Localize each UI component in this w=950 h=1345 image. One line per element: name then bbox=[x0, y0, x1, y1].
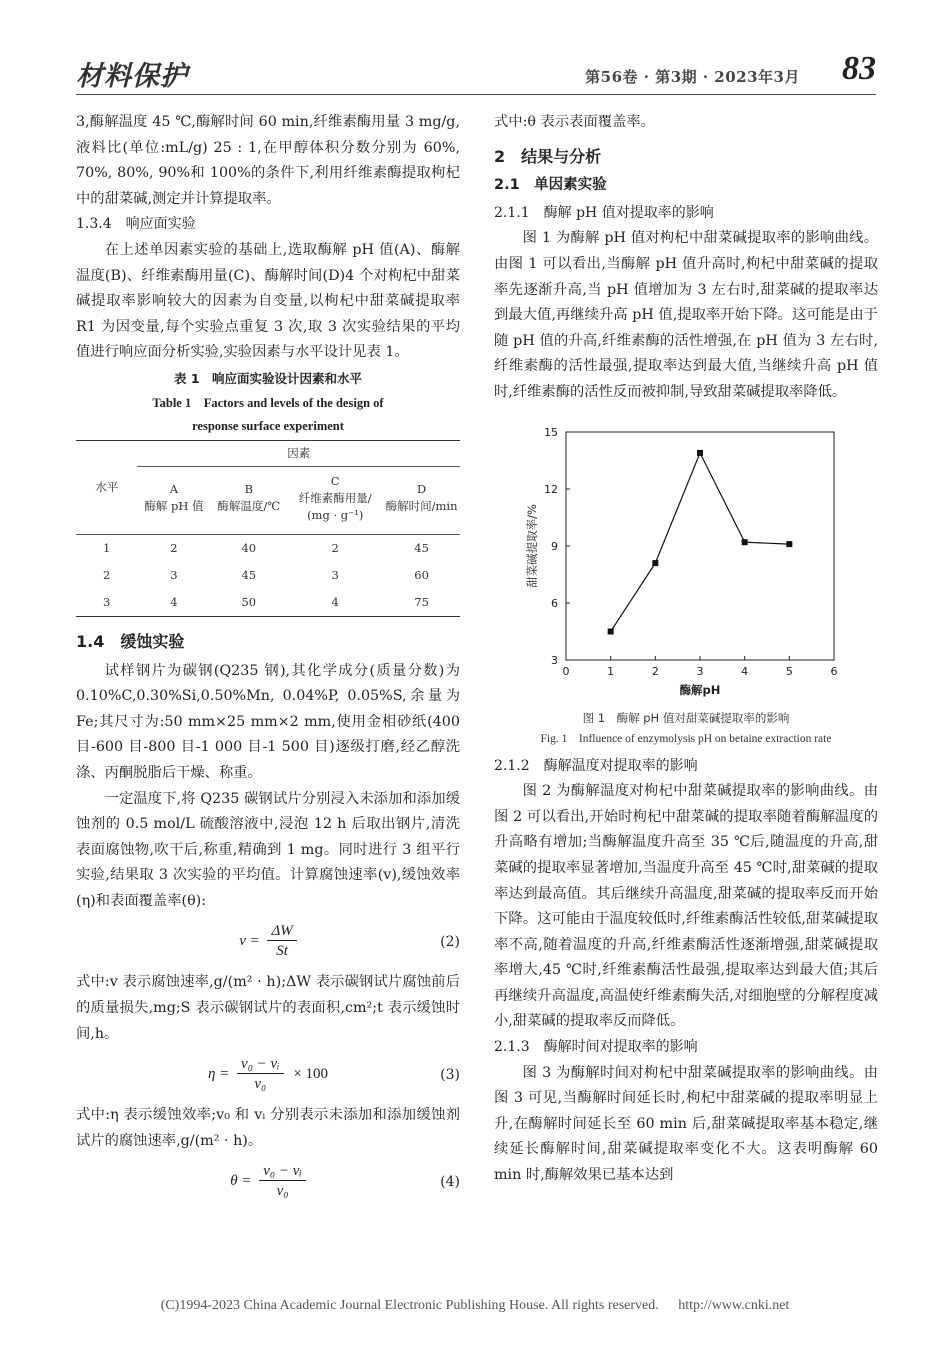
ph-chart bbox=[494, 408, 878, 708]
x-tick-label: 1 bbox=[607, 664, 615, 678]
y-axis-label: 甜菜碱提取率/% bbox=[525, 503, 539, 588]
table-title-en-2: response surface experiment bbox=[192, 418, 344, 433]
page-header bbox=[76, 52, 876, 96]
intro-paragraph: 3,酶解温度 45 ℃,酶解时间 60 min,纤维素酶用量 3 mg/g,液料比(单位:mL/g) 25 : 1,在甲醇体积分数分别为 60%, 70%, 80%, 90%和 100%的条件下,利用纤维素酶提取枸杞中的甜菜碱,测定并计算提取率。 bbox=[76, 114, 460, 207]
heading-1-3-4: 1.3.4 响应面实验 bbox=[76, 216, 196, 233]
data-point bbox=[742, 539, 748, 545]
x-tick-label: 6 bbox=[830, 664, 838, 678]
cell-c: 4 bbox=[287, 589, 383, 617]
y-tick-label: 9 bbox=[551, 539, 558, 553]
x-tick-label: 2 bbox=[651, 664, 659, 678]
figure-1 bbox=[494, 408, 878, 708]
equation-4 bbox=[76, 1158, 460, 1206]
steel-paragraph: 试样钢片为碳钢(Q235 钢),其化学成分(质量分数)为 0.10%C,0.30%Si,0.50%Mn, 0.04%P, 0.05%S,余量为 Fe;其尺寸为:50 mm×25 mm×2 mm,使用金相砂纸(400 目-600 目-800 目-1 000 目-1 500 目)逐级打磨,经乙醇洗涤、丙酮脱脂后干燥、称重。 bbox=[76, 662, 460, 781]
cell-level: 2 bbox=[103, 567, 111, 582]
eq3-numerator: v₀ − vᵢ bbox=[237, 1055, 284, 1074]
eq2-denominator: St bbox=[276, 943, 288, 960]
series-line bbox=[611, 452, 790, 631]
header-rule bbox=[76, 94, 876, 95]
right-column bbox=[494, 110, 878, 1189]
cell-level: 3 bbox=[76, 589, 137, 617]
equation-3 bbox=[76, 1051, 460, 1099]
column-b-name: 酶解温度/℃ bbox=[217, 499, 281, 514]
ph-paragraph: 图 1 为酶解 pH 值对枸杞中甜菜碱提取率的影响曲线。由图 1 可以看出,当酶解 pH 值升高时,枸杞中甜菜碱的提取率先逐渐升高,当 pH 值增加为 3 左右时,甜菜碱的提取率达到最大值,再继续升高 pH 值,提取率开始下降。这可能是由于随 pH 值的升高,纤维素酶的活性增强,在 pH 值为 3 左右时,纤维素酶的活性最强,提取率达到最大值,当继续升高 pH 值时,纤维素酶的活性反而被抑制,导致甜菜碱提取率降低。 bbox=[494, 230, 878, 400]
eq3-label: (3) bbox=[440, 1067, 460, 1084]
eq3-explanation: 式中:η 表示缓蚀效率;v₀ 和 vᵢ 分别表示未添加和添加缓蚀剂试片的腐蚀速率,g/(m² · h)。 bbox=[76, 1107, 460, 1149]
cell-b: 45 bbox=[241, 567, 257, 582]
eq4-numerator: v₀ − vᵢ bbox=[259, 1162, 306, 1181]
y-tick-label: 6 bbox=[551, 596, 558, 610]
eq2-lhs: v = bbox=[239, 933, 260, 950]
eq3-tail: × 100 bbox=[293, 1065, 329, 1082]
method-paragraph: 一定温度下,将 Q235 碳钢试片分别浸入未添加和添加缓蚀剂的 0.5 mol/L 硫酸溶液中,浸泡 12 h 后取出钢片,清洗表面腐蚀物,吹干后,称重,精确到 1 mg。同时进行 3 组平行实验,结果取 3 次实验的平均值。计算腐蚀速率(v),缓蚀效率(η)和表面覆盖率(θ): bbox=[76, 790, 460, 909]
heading-1-4: 1.4 缓蚀实验 bbox=[76, 631, 185, 651]
column-b bbox=[210, 466, 287, 534]
heading-2-1-2: 2.1.2 酶解温度对提取率的影响 bbox=[494, 757, 698, 774]
theta-explanation: 式中:θ 表示表面覆盖率。 bbox=[494, 114, 655, 130]
x-tick-label: 4 bbox=[741, 664, 749, 678]
eq4-label: (4) bbox=[440, 1174, 460, 1191]
eq3-denominator: v₀ bbox=[254, 1076, 267, 1093]
table-row bbox=[76, 562, 460, 589]
figure-1-caption-en: Fig. 1 Influence of enzymolysis pH on betaine extraction rate bbox=[540, 732, 832, 745]
eq4-lhs: θ = bbox=[230, 1173, 252, 1190]
eq3-lhs: η = bbox=[207, 1065, 230, 1082]
table-header-row bbox=[76, 440, 460, 466]
y-tick-label: 15 bbox=[544, 425, 558, 439]
heading-2-1-1: 2.1.1 酶解 pH 值对提取率的影响 bbox=[494, 204, 714, 221]
eq4-denominator: v₀ bbox=[276, 1183, 289, 1200]
cell-b: 50 bbox=[210, 589, 287, 617]
table-title-cn: 表 1 响应面实验设计因素和水平 bbox=[173, 370, 363, 386]
column-c bbox=[287, 466, 383, 534]
cell-c: 2 bbox=[331, 540, 339, 555]
column-a bbox=[137, 466, 210, 534]
table-title-en-1: Table 1 Factors and levels of the design of bbox=[152, 395, 384, 410]
rsm-paragraph: 在上述单因素实验的基础上,选取酶解 pH 值(A)、酶解温度(B)、纤维素酶用量(C)、酶解时间(D)4 个对枸杞中甜菜碱提取率影响较大的因素为自变量,以枸杞中甜菜碱提取率 R1 为因变量,每个实验点重复 3 次,取 3 次实验结果的平均值进行响应面分析实验,实验因素与水平设计见表 1。 bbox=[76, 241, 460, 361]
journal-logo: 材料保护 bbox=[76, 61, 188, 92]
column-a-name: 酶解 pH 值 bbox=[144, 499, 204, 514]
issue-info: 第56卷 · 第3期 · 2023年3月 bbox=[585, 68, 800, 86]
cell-a: 2 bbox=[170, 540, 178, 555]
cell-a: 3 bbox=[170, 567, 178, 582]
x-axis-label: 酶解pH bbox=[679, 682, 721, 697]
cell-d: 75 bbox=[383, 589, 460, 617]
plot-frame bbox=[566, 432, 834, 660]
eq2-label: (2) bbox=[440, 934, 460, 951]
cell-d: 45 bbox=[414, 540, 429, 555]
level-header: 水平 bbox=[76, 440, 137, 534]
cell-c: 3 bbox=[331, 567, 339, 582]
column-c-unit: (mg · g⁻¹) bbox=[307, 507, 364, 522]
eq2-numerator: ΔW bbox=[267, 922, 296, 941]
column-c-code: C bbox=[330, 473, 340, 488]
y-tick-label: 3 bbox=[551, 653, 558, 667]
column-d-name: 酶解时间/min bbox=[385, 499, 458, 514]
time-paragraph: 图 3 为酶解时间对枸杞中甜菜碱提取率的影响曲线。由图 3 可见,当酶解时间延长时,枸杞中甜菜碱的提取率明显上升,在酶解时间延长至 60 min 后,甜菜碱提取率基本稳定,继续延长酶解时间,甜菜碱提取率变化不大。这表明酶解 60 min 时,酶解效果已基本达到 bbox=[494, 1064, 878, 1184]
column-d bbox=[383, 466, 460, 534]
figure-1-caption-cn: 图 1 酶解 pH 值对甜菜碱提取率的影响 bbox=[582, 710, 790, 725]
data-point bbox=[786, 541, 792, 547]
cell-b: 40 bbox=[241, 540, 257, 555]
table-row bbox=[76, 534, 460, 562]
column-b-code: B bbox=[244, 482, 254, 497]
page-footer bbox=[0, 1298, 950, 1314]
data-point bbox=[608, 628, 614, 634]
equation-2 bbox=[76, 918, 460, 966]
heading-2-1-3: 2.1.3 酶解时间对提取率的影响 bbox=[494, 1039, 698, 1056]
cell-a: 4 bbox=[137, 589, 210, 617]
x-tick-label: 3 bbox=[696, 664, 704, 678]
cell-level: 1 bbox=[103, 540, 111, 555]
cnki-link[interactable]: http://www.cnki.net bbox=[678, 1298, 790, 1313]
x-tick-label: 5 bbox=[785, 664, 793, 678]
data-point bbox=[652, 560, 658, 566]
heading-2: 2 结果与分析 bbox=[494, 146, 602, 166]
factor-header: 因素 bbox=[137, 440, 460, 466]
temperature-paragraph: 图 2 为酶解温度对枸杞中甜菜碱提取率的影响曲线。由图 2 可以看出,开始时枸杞中甜菜碱的提取率随着酶解温度的升高略有增加;当酶解温度升高至 35 ℃后,随温度的升高,甜菜碱的提取率显著增加,当温度升高至 45 ℃时,甜菜碱的提取率达到最高值。其后继续升高温度,甜菜碱的提取率反而开始下降。这可能由于温度较低时,纤维素酶活性较低,甜菜碱提取率不高,随着温度的升高,纤维素酶活性逐渐增强,甜菜碱提取率增大,45 ℃时,纤维素酶活性最强,提取率达到最大值;其后再继续升高温度,高温使纤维素酶失活,对细胞壁的分解程度减小,甜菜碱的提取率反而降低。 bbox=[494, 783, 878, 1030]
factors-table bbox=[76, 440, 460, 617]
table-row bbox=[76, 589, 460, 617]
x-tick-label: 0 bbox=[562, 664, 570, 678]
copyright-text: (C)1994-2023 China Academic Journal Electronic Publishing House. All rights reserved. bbox=[160, 1298, 659, 1313]
y-tick-label: 12 bbox=[544, 482, 558, 496]
heading-2-1: 2.1 单因素实验 bbox=[494, 177, 607, 194]
data-point bbox=[697, 449, 703, 455]
cell-d: 60 bbox=[414, 567, 429, 582]
column-d-code: D bbox=[416, 482, 427, 497]
left-column bbox=[76, 110, 460, 1210]
column-c-name: 纤维素酶用量/ bbox=[298, 490, 372, 505]
column-a-code: A bbox=[169, 482, 179, 497]
page-number: 83 bbox=[842, 50, 876, 87]
eq2-explanation: 式中:v 表示腐蚀速率,g/(m² · h);ΔW 表示碳钢试片腐蚀前后的质量损失,mg;S 表示碳钢试片的表面积,cm²;t 表示缓蚀时间,h。 bbox=[76, 974, 460, 1042]
